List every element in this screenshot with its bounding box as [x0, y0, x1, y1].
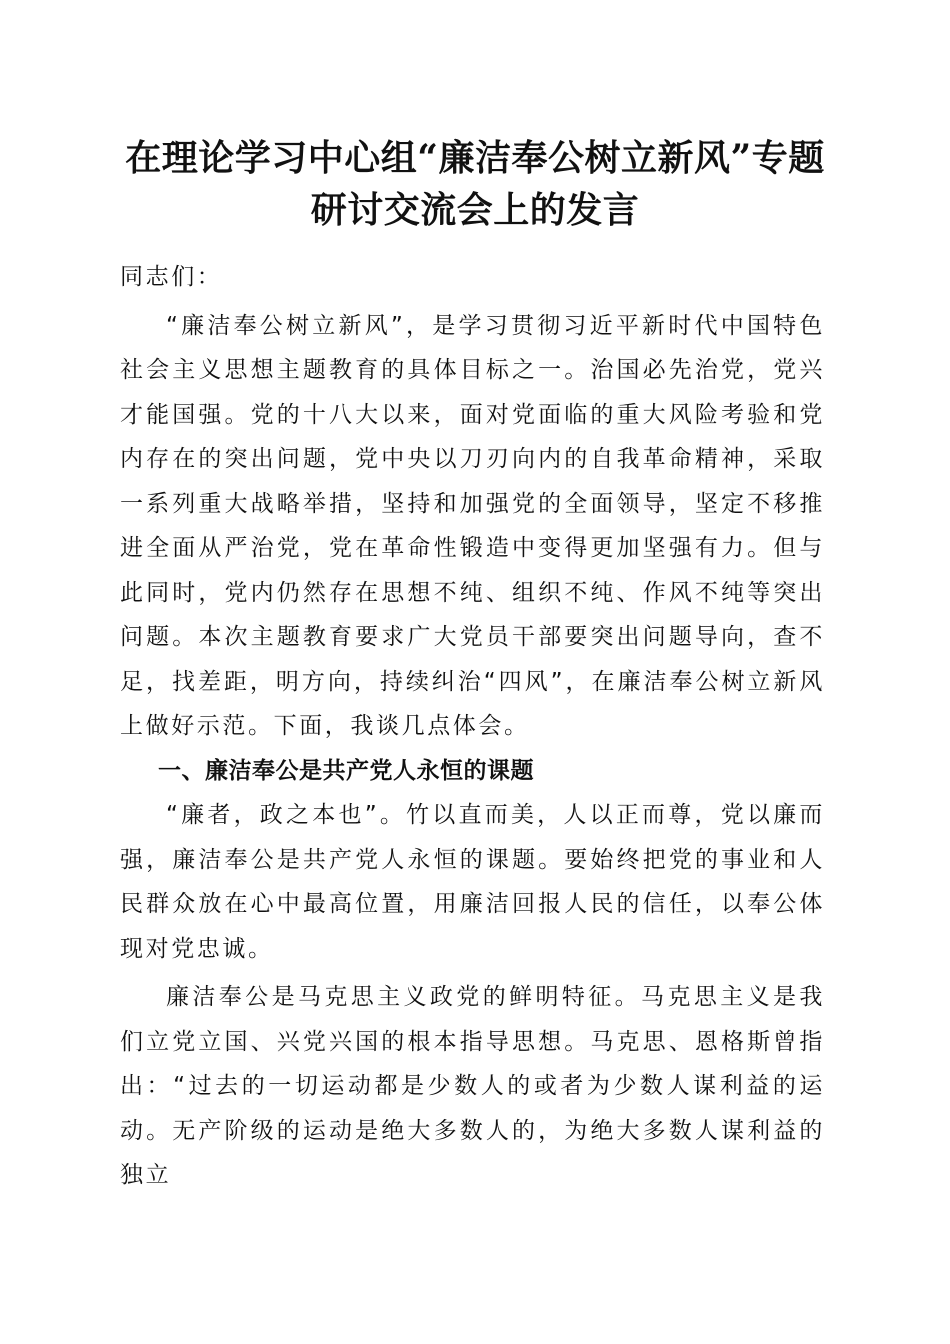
paragraph-section1-b: 廉洁奉公是马克思主义政党的鲜明特征。马克思主义是我们立党立国、兴党兴国的根本指导思想。马克思、恩格斯曾指出：“过去的一切运动都是少数人的或者为少数人谋利益的运动。无产阶级的运动是绝大多数人的，为绝大多数人谋利益的独立 — [120, 984, 825, 1188]
title-line-1: 在理论学习中心组“廉洁奉公树立新风”专题 — [125, 137, 825, 179]
paragraph-intro: “廉洁奉公树立新风”，是学习贯彻习近平新时代中国特色社会主义思想主题教育的具体目标之一。治国必先治党，党兴才能国强。党的十八大以来，面对党面临的重大风险考验和党内存在的突出问题，党中央以刀刃向内的自我革命精神，采取一系列重大战略举措，坚持和加强党的全面领导，坚定不移推进全面从严治党，党在革命性锻造中变得更加坚强有力。但与此同时，党内仍然存在思想不纯、组织不纯、作风不纯等突出问题。本次主题教育要求广大党员干部要突出问题导向，查不足，找差距，明方向，持续纠治“四风”，在廉洁奉公树立新风上做好示范。下面，我谈几点体会。 — [120, 312, 825, 739]
title-line-2: 研讨交流会上的发言 — [310, 189, 640, 231]
document-body — [120, 255, 825, 1198]
section-heading-1: 一、廉洁奉公是共产党人永恒的课题 — [158, 757, 534, 784]
document-title — [100, 132, 850, 236]
paragraph-section1-a: “廉者，政之本也”。竹以直而美，人以正而尊，党以廉而强，廉洁奉公是共产党人永恒的课题。要始终把党的事业和人民群众放在心中最高位置，用廉洁回报人民的信任，以奉公体现对党忠诚。 — [120, 802, 825, 962]
salutation: 同志们： — [120, 264, 223, 290]
